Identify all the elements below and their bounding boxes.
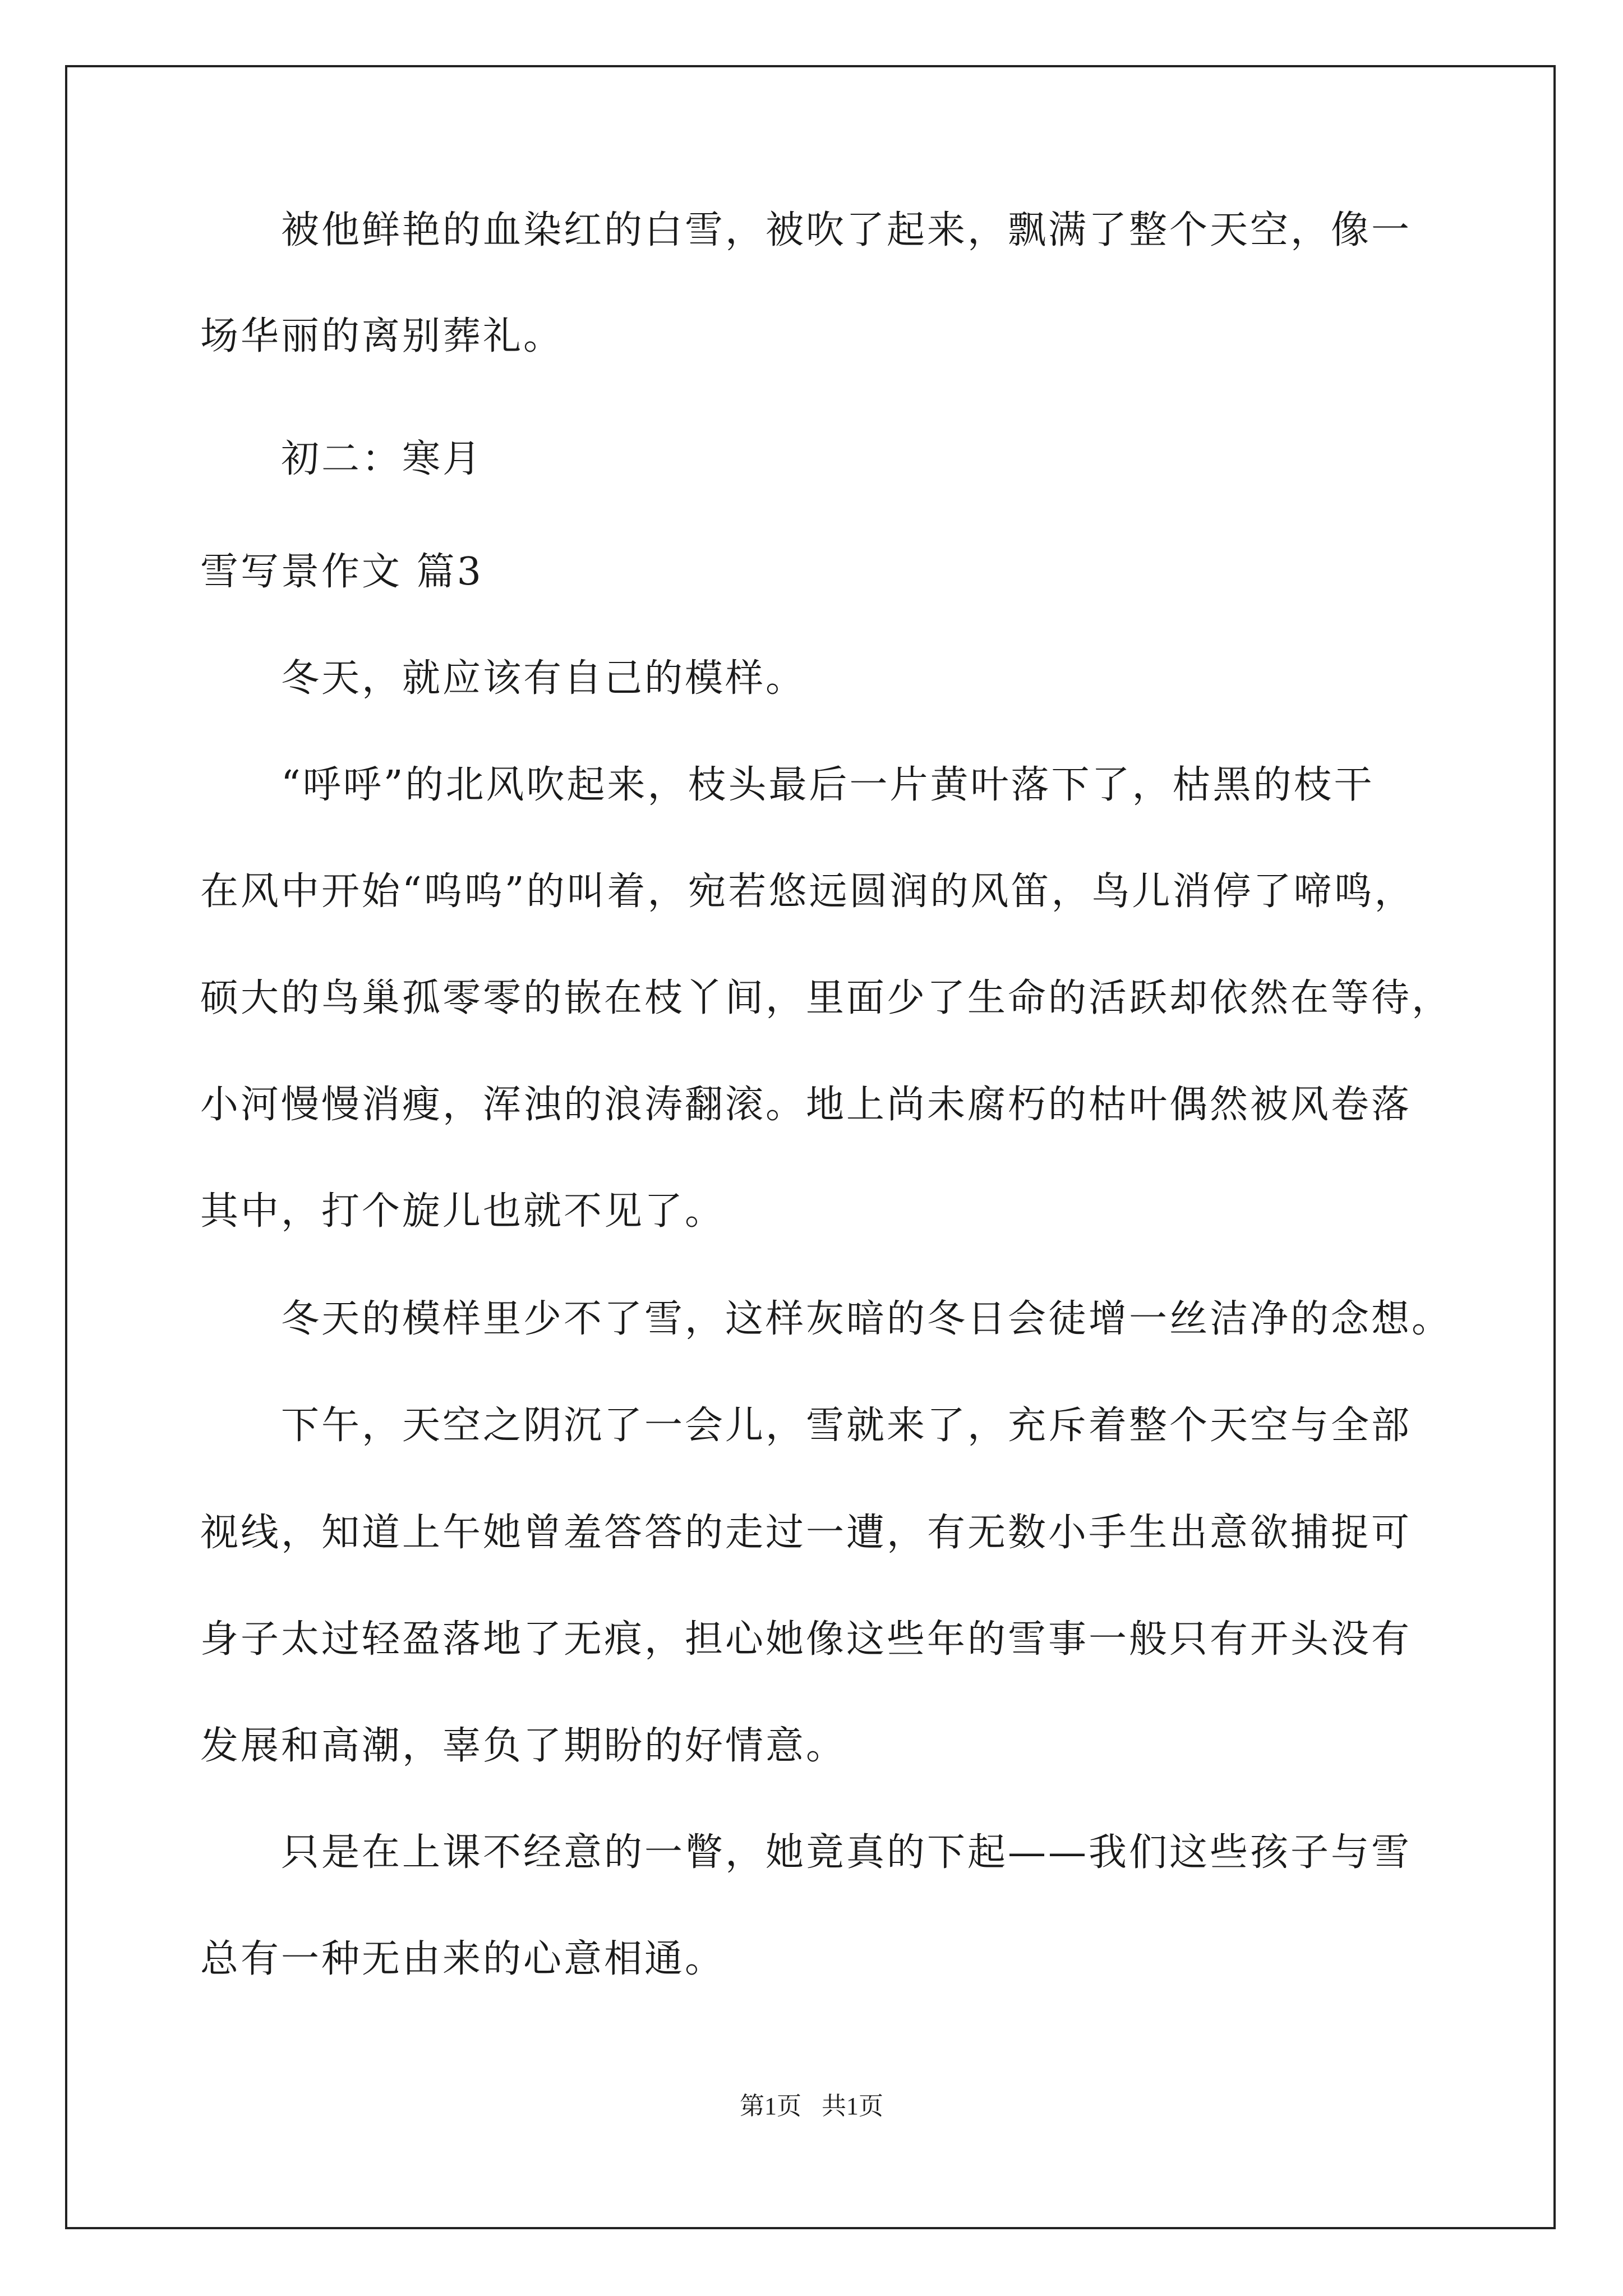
text-line: “呼呼”的北风吹起来，枝头最后一片黄叶落下了，枯黑的枝干 — [281, 763, 1375, 807]
text-line: 小河慢慢消瘦，浑浊的浪涛翻滚。地上尚未腐朽的枯叶偶然被风卷落 — [200, 1083, 1412, 1127]
text-line: 冬天的模样里少不了雪，这样灰暗的冬日会徒增一丝洁净的念想。 — [281, 1297, 1453, 1341]
text-line: 冬天，就应该有自己的模样。 — [281, 656, 806, 701]
text-line: 其中，打个旋儿也就不见了。 — [200, 1189, 726, 1234]
text-line: 初二：寒月 — [281, 437, 483, 481]
page-number: 第1页 — [740, 2092, 801, 2120]
text-line: 在风中开始“呜呜”的叫着，宛若悠远圆润的风笛，鸟儿消停了啼鸣， — [200, 869, 1415, 914]
text-line: 发展和高潮，辜负了期盼的好情意。 — [200, 1724, 847, 1768]
text-line: 视线，知道上午她曾羞答答的走过一遭，有无数小手生出意欲捕捉可 — [200, 1511, 1412, 1555]
text-line: 被他鲜艳的血染红的白雪，被吹了起来，飘满了整个天空，像一 — [281, 208, 1412, 252]
text-line: 场华丽的离别葬礼。 — [200, 314, 564, 358]
text-line: 硕大的鸟巢孤零零的嵌在枝丫间，里面少了生命的活跃却依然在等待， — [200, 976, 1453, 1020]
text-line: 只是在上课不经意的一瞥，她竟真的下起——我们这些孩子与雪 — [281, 1830, 1412, 1875]
text-line: 身子太过轻盈落地了无痕，担心她像这些年的雪事一般只有开头没有 — [200, 1617, 1412, 1662]
text-line: 总有一种无由来的心意相通。 — [200, 1937, 726, 1981]
section-heading: 雪写景作文 篇3 — [200, 550, 483, 594]
page-footer — [0, 2090, 1623, 2123]
page-total: 共1页 — [822, 2092, 883, 2120]
text-line: 下午，天空之阴沉了一会儿，雪就来了，充斥着整个天空与全部 — [281, 1404, 1412, 1448]
page-frame — [65, 65, 1556, 2229]
